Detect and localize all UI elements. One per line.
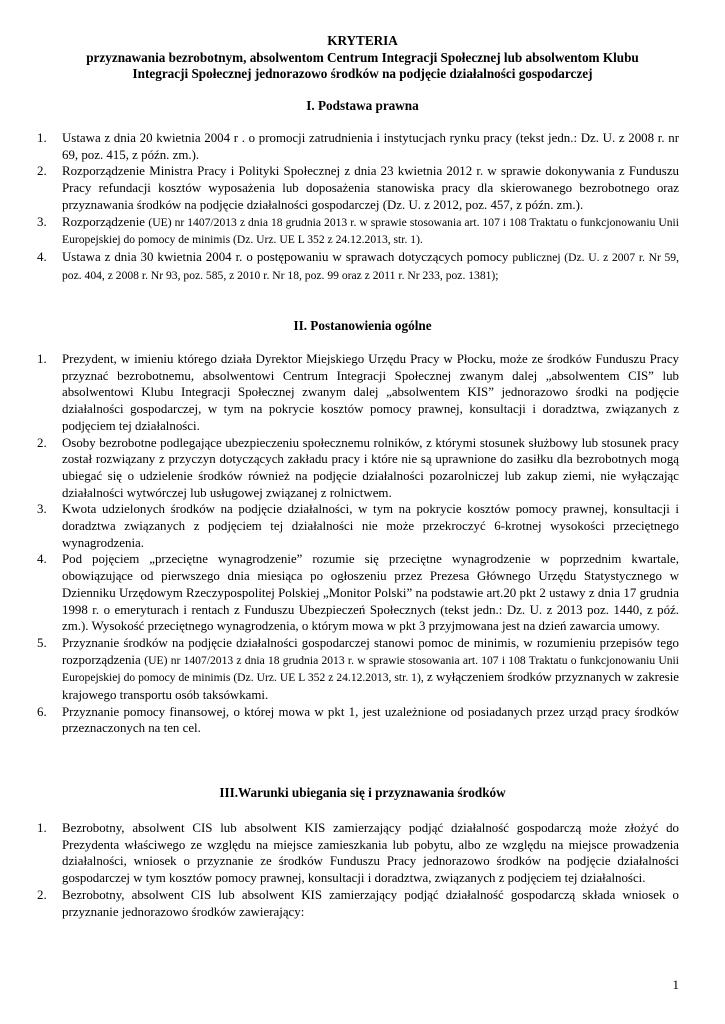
list-item-number: 5.: [37, 635, 47, 650]
list-item-number: 1.: [37, 131, 47, 145]
list-item: [0, 435, 725, 502]
section-1-list: [0, 130, 725, 284]
section-heading-podstawa-prawna: I. Podstawa prawna: [306, 98, 419, 113]
document-title: [40, 33, 685, 83]
title-line-3: Integracji Społecznej jednorazowo środków na podjęcie działalności gospodarczej: [132, 66, 593, 81]
section-3-list: [0, 820, 725, 920]
list-item-text: Kwota udzielonych środków na podjęcie działalności, w tym na pokrycie kosztów pomocy prawnej, konsultacji i doradztwa związanych z podjęciem tej działalności nie może przekroczyć 6-krotnej wysokości przeciętnego wynagrodzenia.: [62, 502, 679, 550]
section-2-list: [0, 351, 725, 737]
list-item-number: 1.: [37, 352, 47, 366]
list-item-number: 3.: [37, 214, 47, 229]
list-item-lead: Przyznanie środków na podjęcie działalności gospodarczej stanowi pomoc de minimis, w rozumieniu przepisów tego rozporządzenia: [62, 635, 679, 667]
list-item: [0, 887, 725, 920]
list-item: [0, 249, 725, 284]
list-item-lead: Ustawa z dnia 30 kwietnia 2004 r. o postępowaniu w sprawach dotyczących pomocy: [62, 249, 513, 264]
list-item-text: Osoby bezrobotne podlegające ubezpieczeniu społecznemu rolników, z którymi stosunek służbowy lub stosunek pracy został rozwiązany z przyczyn dotyczących zakładu pracy i które nie są uprawnione do zasiłku dla bezrobotnych mogą ubiegać się o udzielenie środków również na podjęcie działalności pozarolniczej lub zakup ziemi, nie wyłączając działalności wytwórczej lub usługowej związanej z rolnictwem.: [62, 435, 679, 500]
list-item: [0, 163, 725, 213]
page-number: 1: [672, 977, 679, 992]
list-item-text: (UE) nr 1407/2013 z dnia 18 grudnia 2013 r. w sprawie stosowania art. 107 i 108 Traktatu o funkcjonowaniu Unii Europejskiej do pomocy de minimis (Dz. Urz. UE L 352 z 24.12.2013, str. 1),: [62, 653, 679, 685]
list-item: [0, 704, 725, 737]
list-item-text: Rozporządzenie Ministra Pracy i Polityki Społecznej z dnia 23 kwietnia 2012 r. w sprawie dokonywania z Funduszu Pracy refundacji kosztów wyposażenia lub doposażenia stanowiska pracy dla skierowanego bezrobotnego oraz przyznawania środków na podjęcie działalności gospodarczej (Dz. U. z 2012, poz. 457, z późn. zm.).: [62, 164, 679, 212]
list-item-number: 2.: [37, 887, 47, 902]
list-item-lead: Rozporządzenie: [62, 214, 149, 229]
list-item: [0, 130, 725, 163]
list-item: [0, 351, 725, 435]
section-heading-warunki: III.Warunki ubiegania się i przyznawania środków: [219, 785, 506, 800]
list-item-text: Przyznanie pomocy finansowej, o której mowa w pkt 1, jest uzależnione od posiadanych przez urząd pracy środków przeznaczonych na ten cel.: [62, 704, 679, 736]
section-heading-postanowienia-ogolne: II. Postanowienia ogólne: [293, 318, 432, 333]
list-item-tail: z wyłączeniem środków przyznanych w zakresie krajowego transportu osób taksówkami.: [62, 670, 679, 703]
list-item-number: 1.: [37, 821, 47, 835]
list-item-number: 6.: [37, 704, 47, 719]
list-item-text: Ustawa z dnia 20 kwietnia 2004 r . o promocji zatrudnienia i instytucjach rynku pracy (tekst jedn.: Dz. U. z 2008 r. nr 69, poz. 415, z późn. zm.).: [62, 131, 679, 162]
list-item-text: Pod pojęciem „przeciętne wynagrodzenie” rozumie się przeciętne wynagrodzenie w poprzednim kwartale, obowiązujące od pierwszego dnia miesiąca po ogłoszeniu przez Prezesa Głównego Urzędu Statystycznego w Dzienniku Urzędowym Rzeczypospolitej Polskiej „Monitor Polski” na podstawie art.20 pkt 2 ustawy z dnia 17 grudnia 1998 r. o emeryturach i rentach z Funduszu Ubezpieczeń Społecznych (tekst jedn.: Dz. U. z 2013 poz. 1440, z póź. zm.). Wysokość przeciętnego wynagrodzenia, o którym mowa w pkt 3 przyjmowana jest na dzień zawarcia umowy.: [62, 552, 679, 634]
title-line-2: przyznawania bezrobotnym, absolwentom Centrum Integracji Społecznej lub absolwentom Klubu: [86, 49, 639, 65]
list-item-number: 2.: [37, 435, 47, 450]
list-item-number: 4.: [37, 552, 47, 567]
list-item-number: 3.: [37, 502, 47, 517]
list-item-number: 2.: [37, 164, 47, 179]
list-item: [0, 635, 725, 704]
list-item-text: Bezrobotny, absolwent CIS lub absolwent KIS zamierzający podjąć działalność gospodarczą może złożyć do Prezydenta właściwego ze względu na miejsce zamieszkania lub pobytu, albo ze względu na miejsce prowadzenia działalności, wniosek o przyznanie ze środków Funduszu Pracy jednorazowo środków na podjęcie działalności gospodarczej w tym kosztów pomocy prawnej, konsultacji i doradztwa, związanych z podjęciem tej działalności.: [62, 821, 679, 886]
list-item-number: 4.: [37, 249, 47, 264]
list-item-text: Bezrobotny, absolwent CIS lub absolwent KIS zamierzający podjąć działalność gospodarczą składa wniosek o przyznanie jednorazowo środków zawierający:: [62, 887, 679, 919]
title-line-1: KRYTERIA: [327, 33, 398, 48]
list-item: [0, 214, 725, 249]
list-item: [0, 501, 725, 551]
list-item: [0, 551, 725, 635]
list-item: [0, 820, 725, 887]
list-item-text: (UE) nr 1407/2013 z dnia 18 grudnia 2013 r. w sprawie stosowania art. 107 i 108 Traktatu o funkcjonowaniu Unii Europejskiej do pomocy de minimis (Dz. Urz. UE L 352 z 24.12.2013, str. 1).: [62, 215, 679, 247]
list-item-text: Prezydent, w imieniu którego działa Dyrektor Miejskiego Urzędu Pracy w Płocku, może ze środków Funduszu Pracy przyznać bezrobotnemu, absolwentowi Centrum Integracji Społecznej zwanym dalej „absolwentem CIS” lub absolwentowi Klubu Integracji Społecznej zwanym dalej „absolwentem KIS” jednorazowo środki na podjęcie działalności gospodarczej, w tym na pokrycie kosztów pomocy prawnej, konsultacji i doradztwa, związanych z podjęciem tej działalności.: [62, 352, 679, 433]
list-item-text: publicznej (Dz. U. z 2007 r. Nr 59, poz. 404, z 2008 r. Nr 93, poz. 585, z 2010 r. Nr 18, poz. 99 oraz z 2011 r. Nr 233, poz. 1381);: [62, 250, 679, 282]
